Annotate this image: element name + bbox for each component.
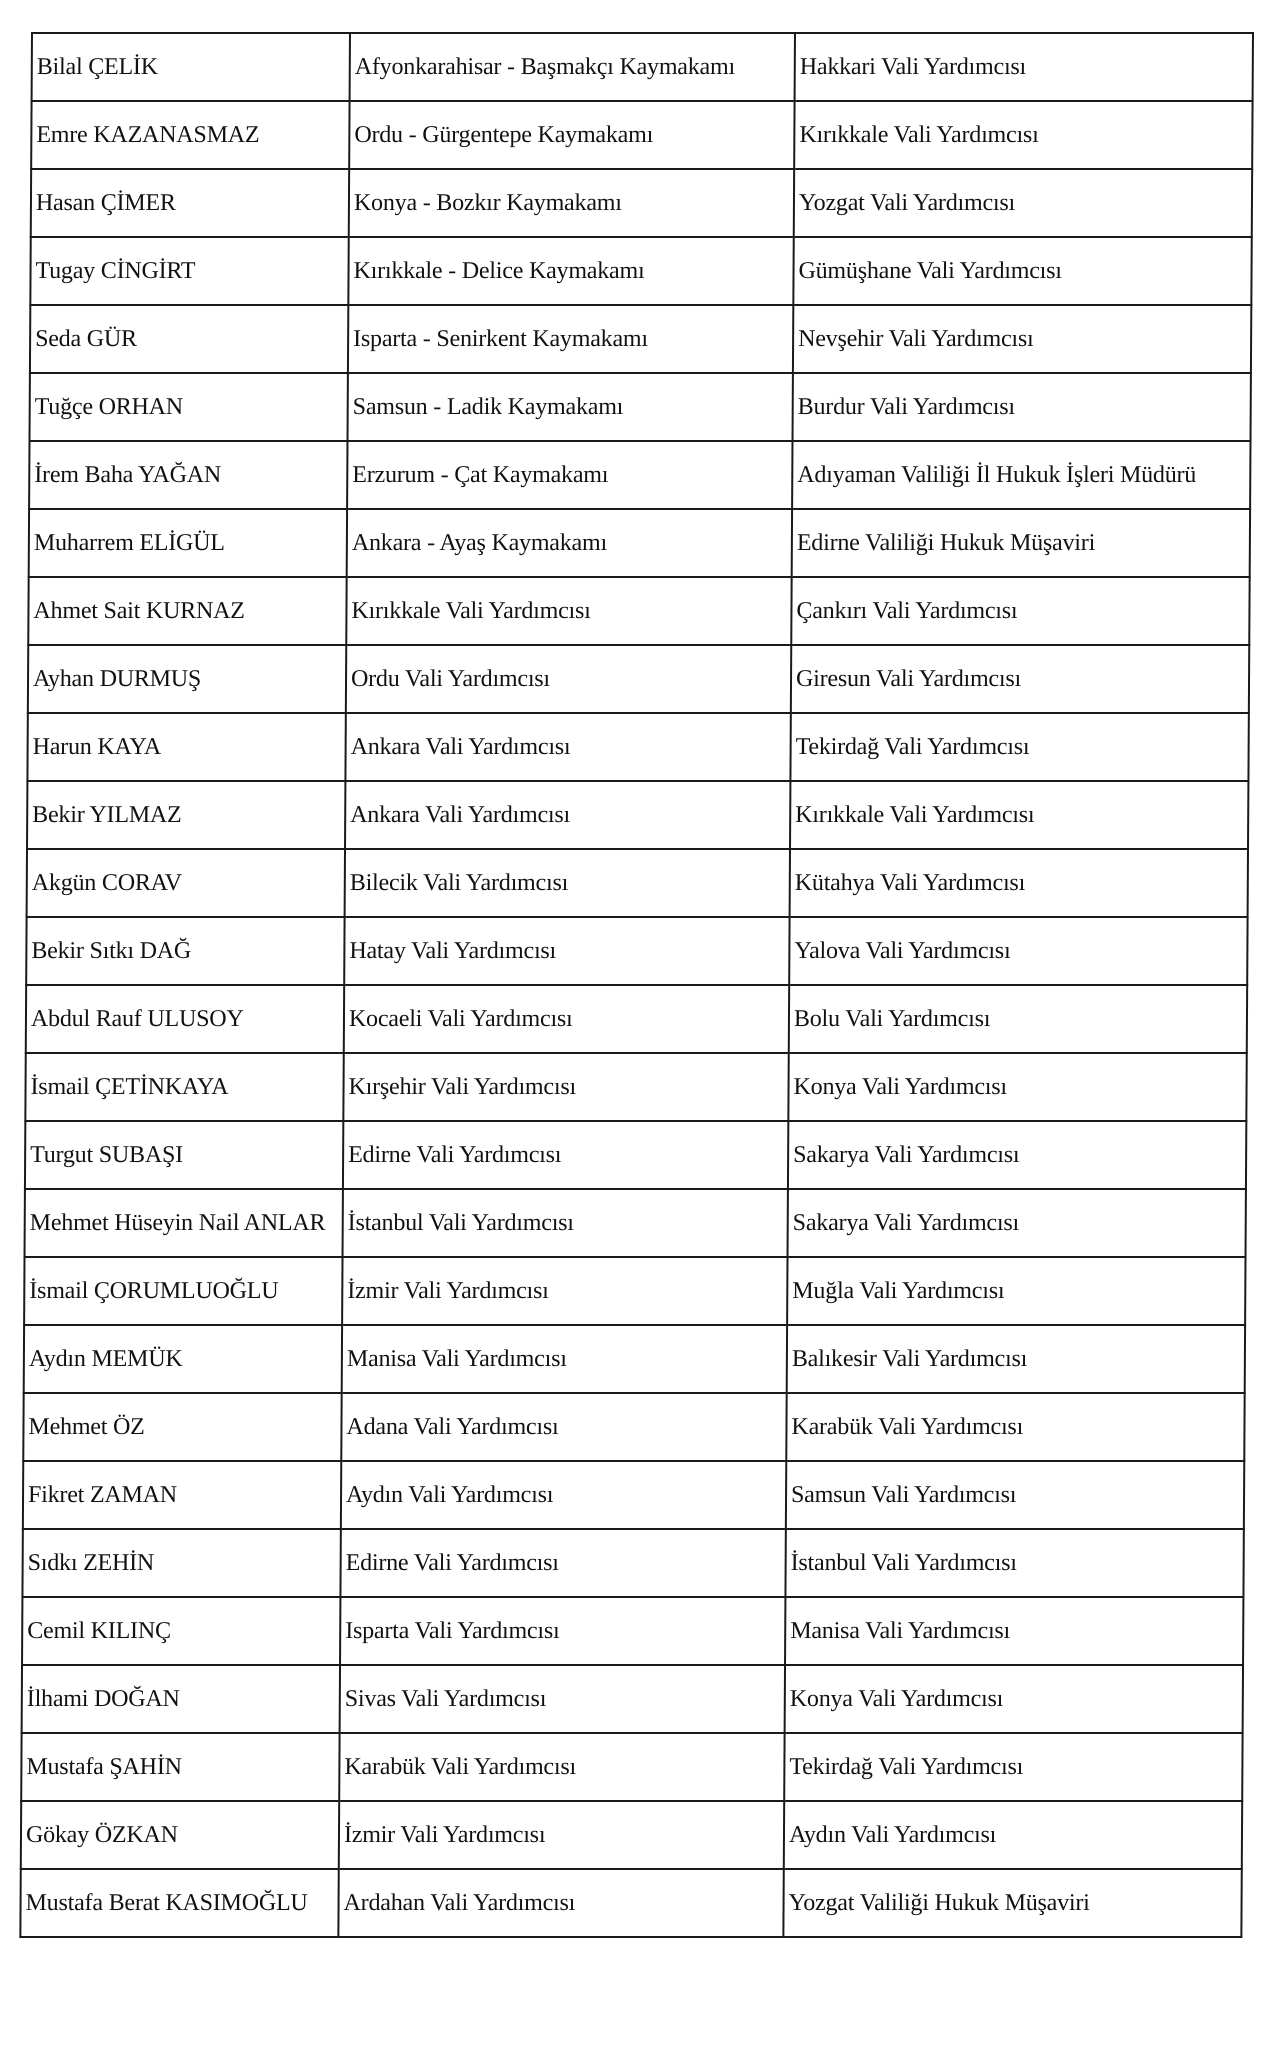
name-cell: Emre KAZANASMAZ [31, 101, 349, 169]
previous-post-cell: Kırıkkale Vali Yardımcısı [346, 577, 791, 645]
new-post-cell: Burdur Vali Yardımcısı [793, 373, 1251, 441]
new-post-cell: Adıyaman Valiliği İl Hukuk İşleri Müdürü [792, 441, 1250, 509]
table-row [31, 101, 1252, 169]
previous-post-cell: Kırşehir Vali Yardımcısı [343, 1053, 788, 1121]
previous-post-cell: Adana Vali Yardımcısı [341, 1393, 786, 1461]
new-post-cell: Konya Vali Yardımcısı [788, 1053, 1246, 1121]
name-cell: Ahmet Sait KURNAZ [28, 577, 346, 645]
table-row [26, 985, 1247, 1053]
name-cell: İsmail ÇORUMLUOĞLU [24, 1257, 342, 1325]
name-cell: Muharrem ELİGÜL [29, 509, 347, 577]
previous-post-cell: Ardahan Vali Yardımcısı [338, 1869, 783, 1937]
new-post-cell: Edirne Valiliği Hukuk Müşaviri [792, 509, 1250, 577]
name-cell: Harun KAYA [27, 713, 345, 781]
previous-post-cell: İstanbul Vali Yardımcısı [343, 1189, 788, 1257]
new-post-cell: Samsun Vali Yardımcısı [786, 1461, 1244, 1529]
table-row [23, 1393, 1244, 1461]
previous-post-cell: Erzurum - Çat Kaymakamı [347, 441, 792, 509]
table-row [29, 441, 1250, 509]
new-post-cell: Tekirdağ Vali Yardımcısı [790, 713, 1248, 781]
new-post-cell: Konya Vali Yardımcısı [785, 1665, 1243, 1733]
previous-post-cell: Samsun - Ladik Kaymakamı [348, 373, 793, 441]
name-cell: Hasan ÇİMER [31, 169, 349, 237]
previous-post-cell: Ankara - Ayaş Kaymakamı [347, 509, 792, 577]
new-post-cell: Yozgat Vali Yardımcısı [794, 169, 1252, 237]
new-post-cell: Çankırı Vali Yardımcısı [791, 577, 1249, 645]
new-post-cell: Muğla Vali Yardımcısı [787, 1257, 1245, 1325]
new-post-cell: Kırıkkale Vali Yardımcısı [790, 781, 1248, 849]
new-post-cell: Kütahya Vali Yardımcısı [790, 849, 1248, 917]
previous-post-cell: Konya - Bozkır Kaymakamı [349, 169, 794, 237]
previous-post-cell: Sivas Vali Yardımcısı [340, 1665, 785, 1733]
previous-post-cell: Afyonkarahisar - Başmakçı Kaymakamı [350, 33, 795, 101]
appointments-table [19, 32, 1254, 1938]
previous-post-cell: Bilecik Vali Yardımcısı [345, 849, 790, 917]
table-row [28, 577, 1249, 645]
name-cell: Abdul Rauf ULUSOY [26, 985, 344, 1053]
name-cell: Tuğçe ORHAN [30, 373, 348, 441]
name-cell: Bilal ÇELİK [32, 33, 350, 101]
previous-post-cell: Isparta - Senirkent Kaymakamı [348, 305, 793, 373]
previous-post-cell: Karabük Vali Yardımcısı [339, 1733, 784, 1801]
previous-post-cell: Isparta Vali Yardımcısı [340, 1597, 785, 1665]
new-post-cell: Balıkesir Vali Yardımcısı [787, 1325, 1245, 1393]
table-row [30, 373, 1251, 441]
new-post-cell: Sakarya Vali Yardımcısı [788, 1121, 1246, 1189]
table-row [20, 1869, 1241, 1937]
previous-post-cell: Manisa Vali Yardımcısı [342, 1325, 787, 1393]
table-row [28, 645, 1249, 713]
table-row [30, 237, 1251, 305]
name-cell: Bekir Sıtkı DAĞ [26, 917, 344, 985]
previous-post-cell: Aydın Vali Yardımcısı [341, 1461, 786, 1529]
table-row [27, 713, 1248, 781]
new-post-cell: İstanbul Vali Yardımcısı [785, 1529, 1243, 1597]
table-row [21, 1801, 1242, 1869]
new-post-cell: Yalova Vali Yardımcısı [789, 917, 1247, 985]
name-cell: Gökay ÖZKAN [21, 1801, 339, 1869]
previous-post-cell: İzmir Vali Yardımcısı [342, 1257, 787, 1325]
name-cell: Akgün CORAV [27, 849, 345, 917]
table-row [32, 33, 1253, 101]
name-cell: Turgut SUBAŞI [25, 1121, 343, 1189]
name-cell: Fikret ZAMAN [23, 1461, 341, 1529]
previous-post-cell: Edirne Vali Yardımcısı [343, 1121, 788, 1189]
name-cell: Sıdkı ZEHİN [22, 1529, 340, 1597]
table-row [22, 1529, 1243, 1597]
new-post-cell: Tekirdağ Vali Yardımcısı [784, 1733, 1242, 1801]
appointments-table-body [20, 33, 1253, 1937]
name-cell: Mustafa ŞAHİN [21, 1733, 339, 1801]
name-cell: İsmail ÇETİNKAYA [25, 1053, 343, 1121]
previous-post-cell: Ordu Vali Yardımcısı [346, 645, 791, 713]
name-cell: İlhami DOĞAN [22, 1665, 340, 1733]
new-post-cell: Bolu Vali Yardımcısı [789, 985, 1247, 1053]
table-row [23, 1461, 1244, 1529]
table-row [25, 1189, 1246, 1257]
previous-post-cell: Kırıkkale - Delice Kaymakamı [348, 237, 793, 305]
table-row [22, 1665, 1243, 1733]
table-row [24, 1325, 1245, 1393]
table-row [25, 1121, 1246, 1189]
previous-post-cell: Ankara Vali Yardımcısı [345, 713, 790, 781]
new-post-cell: Hakkari Vali Yardımcısı [795, 33, 1253, 101]
new-post-cell: Kırıkkale Vali Yardımcısı [794, 101, 1252, 169]
previous-post-cell: Kocaeli Vali Yardımcısı [344, 985, 789, 1053]
table-row [27, 781, 1248, 849]
table-row [30, 305, 1251, 373]
name-cell: Mehmet Hüseyin Nail ANLAR [25, 1189, 343, 1257]
previous-post-cell: Hatay Vali Yardımcısı [344, 917, 789, 985]
new-post-cell: Nevşehir Vali Yardımcısı [793, 305, 1251, 373]
previous-post-cell: Ankara Vali Yardımcısı [345, 781, 790, 849]
new-post-cell: Yozgat Valiliği Hukuk Müşaviri [783, 1869, 1241, 1937]
new-post-cell: Aydın Vali Yardımcısı [784, 1801, 1242, 1869]
table-row [21, 1733, 1242, 1801]
name-cell: Tugay CİNGİRT [30, 237, 348, 305]
name-cell: Mehmet ÖZ [23, 1393, 341, 1461]
table-row [26, 917, 1247, 985]
name-cell: Ayhan DURMUŞ [28, 645, 346, 713]
new-post-cell: Manisa Vali Yardımcısı [785, 1597, 1243, 1665]
new-post-cell: Sakarya Vali Yardımcısı [788, 1189, 1246, 1257]
name-cell: Cemil KILINÇ [22, 1597, 340, 1665]
table-row [22, 1597, 1243, 1665]
name-cell: Seda GÜR [30, 305, 348, 373]
table-row [31, 169, 1252, 237]
table-row [24, 1257, 1245, 1325]
new-post-cell: Karabük Vali Yardımcısı [786, 1393, 1244, 1461]
previous-post-cell: Ordu - Gürgentepe Kaymakamı [349, 101, 794, 169]
new-post-cell: Giresun Vali Yardımcısı [791, 645, 1249, 713]
name-cell: Bekir YILMAZ [27, 781, 345, 849]
table-row [27, 849, 1248, 917]
name-cell: Mustafa Berat KASIMOĞLU [20, 1869, 338, 1937]
name-cell: Aydın MEMÜK [24, 1325, 342, 1393]
table-row [29, 509, 1250, 577]
new-post-cell: Gümüşhane Vali Yardımcısı [793, 237, 1251, 305]
table-row [25, 1053, 1246, 1121]
previous-post-cell: Edirne Vali Yardımcısı [340, 1529, 785, 1597]
previous-post-cell: İzmir Vali Yardımcısı [339, 1801, 784, 1869]
name-cell: İrem Baha YAĞAN [29, 441, 347, 509]
